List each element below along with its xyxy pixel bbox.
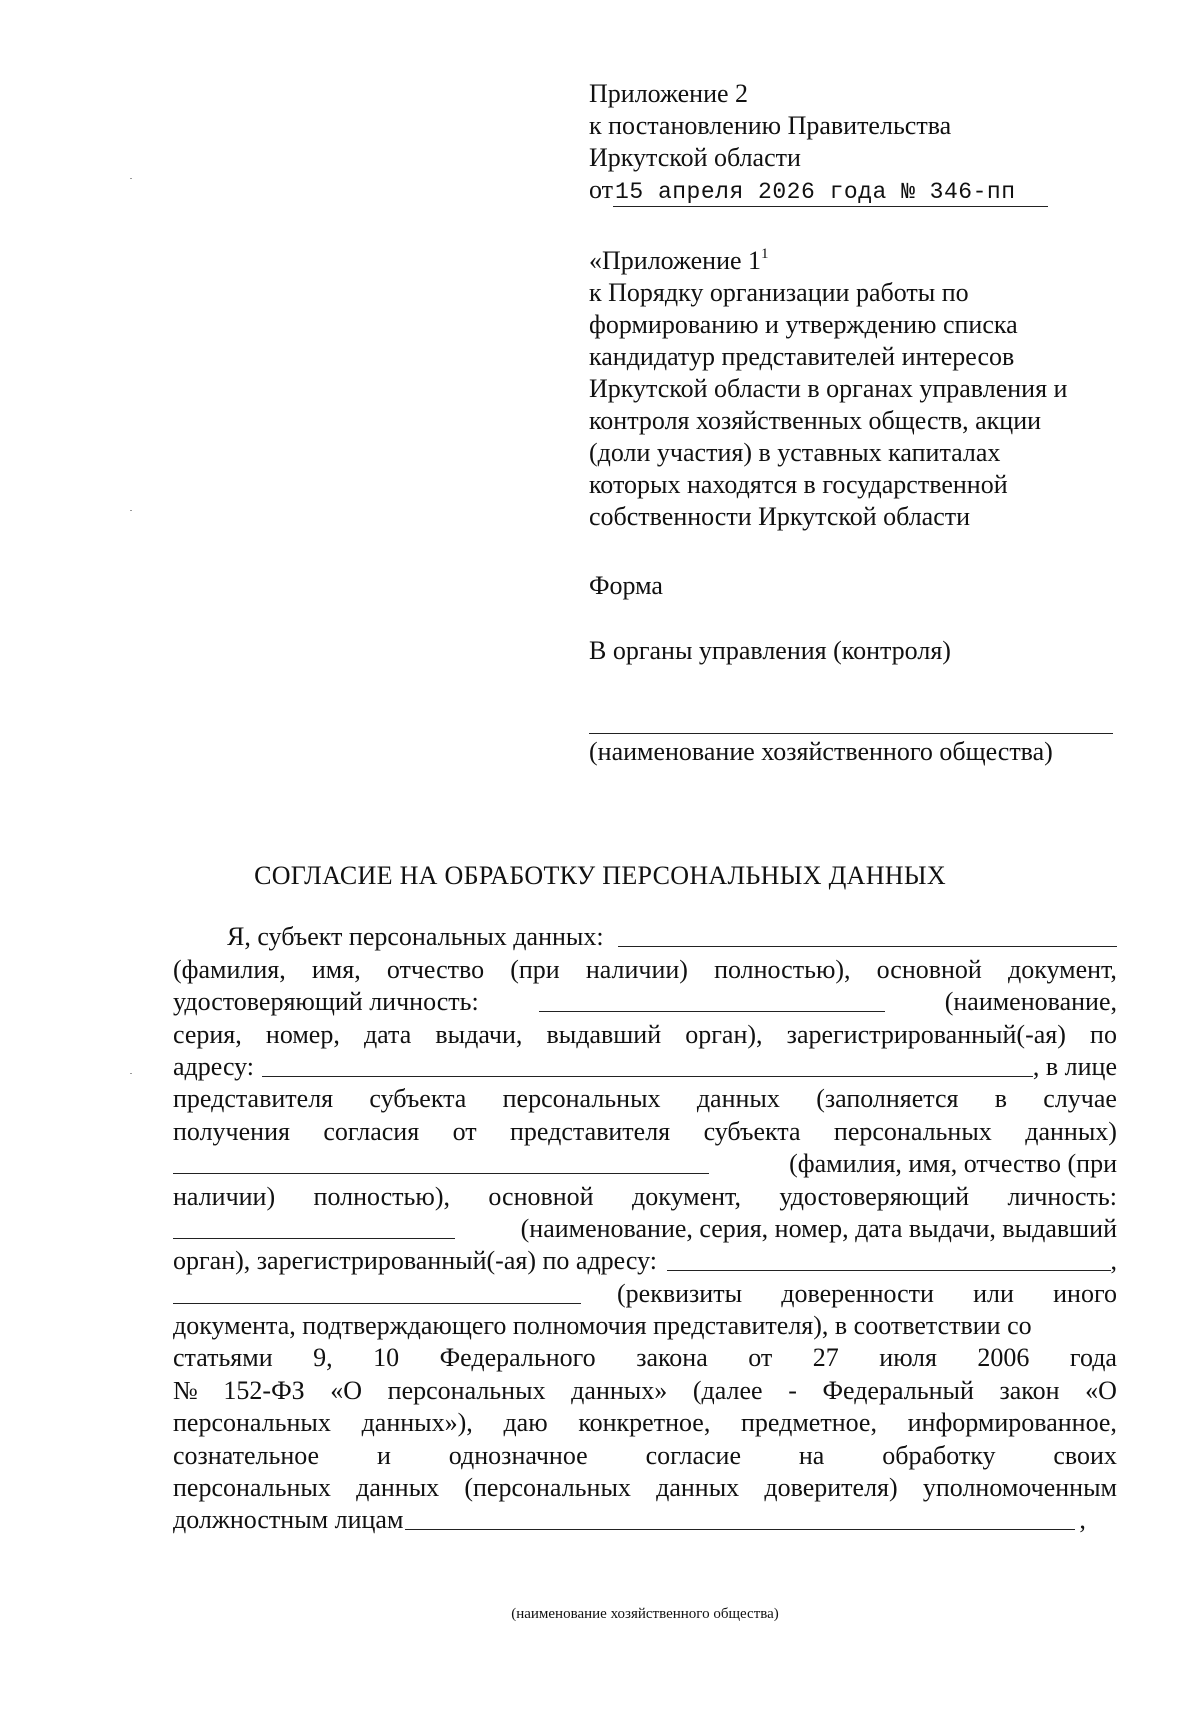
body-word: уполномоченным xyxy=(922,1473,1117,1503)
body-word: документ, xyxy=(1007,954,1117,984)
body-word: доверенности xyxy=(781,1278,934,1308)
body-word: данных xyxy=(356,1473,440,1503)
attachment-line: Иркутской области xyxy=(589,143,801,172)
body-line xyxy=(173,1179,1117,1211)
appendix-line: которых находятся в государственной xyxy=(589,470,1008,499)
body-text: Я, субъект персональных данных: xyxy=(227,922,604,952)
body-word: «О xyxy=(1085,1375,1117,1405)
body-word: на xyxy=(798,1440,825,1470)
document-title: СОГЛАСИЕ НА ОБРАБОТКУ ПЕРСОНАЛЬНЫХ ДАННЫХ xyxy=(254,861,946,890)
body-word: имя, xyxy=(311,954,361,984)
body-word: согласие xyxy=(645,1440,741,1470)
body-text: , xyxy=(1079,1505,1086,1535)
appendix-line: Иркутской области в органах управления и xyxy=(589,374,1068,403)
body-word: персональных xyxy=(387,1375,546,1405)
appendix-title-text: «Приложение 1 xyxy=(589,246,762,275)
appendix-title xyxy=(589,238,1067,277)
body-word: субъекта xyxy=(369,1084,467,1114)
power-of-attorney-field xyxy=(173,1281,581,1304)
body-word: 27 xyxy=(812,1343,839,1373)
appendix-line: контроля хозяйственных обществ, акции xyxy=(589,406,1042,435)
authorized-persons-field xyxy=(405,1507,1075,1530)
body-word: выдачи, xyxy=(435,1019,523,1049)
body-word: удостоверяющий xyxy=(779,1181,970,1211)
body-word: года xyxy=(1069,1343,1117,1373)
body-line xyxy=(173,1244,1117,1276)
body-word: (реквизиты xyxy=(617,1278,743,1308)
representative-address-field xyxy=(667,1248,1111,1271)
body-word: и xyxy=(376,1440,391,1470)
body-line xyxy=(173,920,1117,952)
scan-mark xyxy=(130,178,132,179)
identity-document-field xyxy=(539,989,885,1012)
attachment-date-row xyxy=(589,174,1048,206)
body-text: адресу: xyxy=(173,1051,255,1081)
body-line xyxy=(173,1050,1117,1082)
body-text-group xyxy=(617,1279,1117,1309)
body-word: получения xyxy=(173,1116,290,1146)
body-line xyxy=(173,952,1117,984)
body-word: орган), xyxy=(685,1019,763,1049)
body-line xyxy=(173,1341,1117,1373)
scan-mark xyxy=(130,1073,132,1074)
appendix-line: формированию и утверждению списка xyxy=(589,310,1018,339)
body-word: зарегистрированный(-ая) xyxy=(786,1019,1066,1049)
body-word: отчество xyxy=(386,954,485,984)
body-word: серия, xyxy=(173,1019,242,1049)
body-word: 10 xyxy=(373,1343,400,1373)
appendix-superscript: 1 xyxy=(761,246,769,262)
body-word: от xyxy=(748,1343,773,1373)
body-word: выдавший xyxy=(546,1019,662,1049)
body-word: № xyxy=(173,1375,198,1405)
body-word: основной xyxy=(876,954,982,984)
body-text: (фамилия, имя, отчество (при xyxy=(789,1149,1117,1179)
body-line xyxy=(173,1373,1117,1405)
body-word: своих xyxy=(1053,1440,1117,1470)
body-word: данных» xyxy=(571,1375,668,1405)
addressee-line: В органы управления (контроля) xyxy=(589,636,951,665)
body-line xyxy=(173,985,1117,1017)
body-text: (наименование, серия, номер, дата выдачи, выдавший xyxy=(520,1213,1117,1243)
body-word: случае xyxy=(1043,1084,1117,1114)
representative-document-field xyxy=(173,1216,455,1239)
body-word: статьями xyxy=(173,1343,273,1373)
body-line xyxy=(173,1406,1117,1438)
body-word: «О xyxy=(330,1375,363,1405)
body-word: обработку xyxy=(882,1440,996,1470)
body-word: (фамилия, xyxy=(173,954,286,984)
body-word: или xyxy=(973,1278,1014,1308)
body-word: 152-ФЗ xyxy=(223,1375,305,1405)
body-word: (заполняется xyxy=(816,1084,959,1114)
body-text: документа, подтверждающего полномочия представителя), в соответствии со xyxy=(173,1311,1032,1341)
body-word: данных»), xyxy=(361,1408,473,1438)
from-prefix: от xyxy=(589,175,614,204)
subject-name-field xyxy=(618,924,1117,947)
scan-mark xyxy=(130,510,132,511)
attachment-header xyxy=(589,78,1048,206)
body-word: дата xyxy=(363,1019,412,1049)
body-word: личность: xyxy=(1007,1181,1117,1211)
body-word: доверителя) xyxy=(764,1473,898,1503)
body-word: персональных xyxy=(173,1408,331,1438)
body-word: предметное, xyxy=(741,1408,877,1438)
body-word: информированное, xyxy=(907,1408,1117,1438)
appendix-line: собственности Иркутской области xyxy=(589,502,971,531)
body-word: сознательное xyxy=(173,1440,320,1470)
body-word: Федерального xyxy=(439,1343,596,1373)
body-word: даю xyxy=(503,1408,548,1438)
body-word: полностью), xyxy=(313,1181,450,1211)
body-word: представителя xyxy=(173,1084,334,1114)
body-word: иного xyxy=(1053,1278,1117,1308)
body-word: данных xyxy=(696,1084,780,1114)
body-word: основной xyxy=(488,1181,594,1211)
form-label: Форма xyxy=(589,571,663,600)
address-field xyxy=(262,1054,1033,1077)
body-word: персональных xyxy=(833,1116,992,1146)
body-line xyxy=(173,1147,1117,1179)
body-word: закона xyxy=(636,1343,708,1373)
body-word: 9, xyxy=(313,1343,333,1373)
body-text: , в лице xyxy=(1032,1051,1117,1081)
body-word: однозначное xyxy=(448,1440,588,1470)
body-text: , xyxy=(1110,1246,1117,1276)
appendix-line: кандидатур представителей интересов xyxy=(589,342,1015,371)
representative-name-field xyxy=(173,1151,709,1174)
body-text: орган), зарегистрированный(-ая) по адресу: xyxy=(173,1246,657,1276)
body-word: по xyxy=(1090,1019,1117,1049)
body-word: (персональных xyxy=(464,1473,631,1503)
appendix-header xyxy=(589,238,1067,533)
body-text: (наименование, xyxy=(944,987,1117,1017)
body-word: полностью), xyxy=(714,954,851,984)
caption-text: (наименование хозяйственного общества) xyxy=(511,1606,779,1622)
body-text: удостоверяющий личность: xyxy=(173,987,479,1017)
body-word: наличии) xyxy=(585,954,688,984)
body-line xyxy=(173,1276,1117,1308)
organization-caption: (наименование хозяйственного общества) xyxy=(589,737,1053,766)
body-word: от xyxy=(452,1116,477,1146)
body-word: наличии) xyxy=(173,1181,276,1211)
body-word: документ, xyxy=(631,1181,741,1211)
body-word: согласия xyxy=(323,1116,420,1146)
appendix-line: (доли участия) в уставных капиталах xyxy=(589,438,1001,467)
appendix-line: к Порядку организации работы по xyxy=(589,278,969,307)
body-word: (далее xyxy=(692,1375,763,1405)
body-line xyxy=(173,1438,1117,1470)
organization-name-field xyxy=(589,733,1113,734)
body-word: Федеральный xyxy=(822,1375,974,1405)
body-line xyxy=(173,1212,1117,1244)
attachment-line: Приложение 2 xyxy=(589,79,749,108)
body-word: данных xyxy=(656,1473,740,1503)
body-word: представителя xyxy=(510,1116,671,1146)
body-word: персональных xyxy=(173,1473,331,1503)
body-word: - xyxy=(788,1375,797,1405)
body-word: июля xyxy=(879,1343,937,1373)
body-word: субъекта xyxy=(703,1116,801,1146)
consent-body xyxy=(173,920,1117,1535)
body-word: закон xyxy=(999,1375,1060,1405)
body-line xyxy=(173,1082,1117,1114)
body-word: конкретное, xyxy=(578,1408,711,1438)
body-word: персональных xyxy=(502,1084,661,1114)
body-word: номер, xyxy=(265,1019,340,1049)
body-line xyxy=(173,1309,1117,1341)
attachment-line: к постановлению Правительства xyxy=(589,111,952,140)
body-line xyxy=(173,1017,1117,1049)
body-line xyxy=(173,1471,1117,1503)
body-word: в xyxy=(994,1084,1008,1114)
body-line xyxy=(173,1503,1117,1535)
body-line xyxy=(173,1114,1117,1146)
body-word: данных) xyxy=(1025,1116,1117,1146)
body-text: должностным лицам xyxy=(173,1505,404,1535)
authorized-persons-caption xyxy=(173,1606,1117,1623)
body-word: (при xyxy=(510,954,560,984)
body-word: 2006 xyxy=(977,1343,1030,1373)
date-number-field: 15 апреля 2026 года № 346-пп xyxy=(613,178,1047,207)
